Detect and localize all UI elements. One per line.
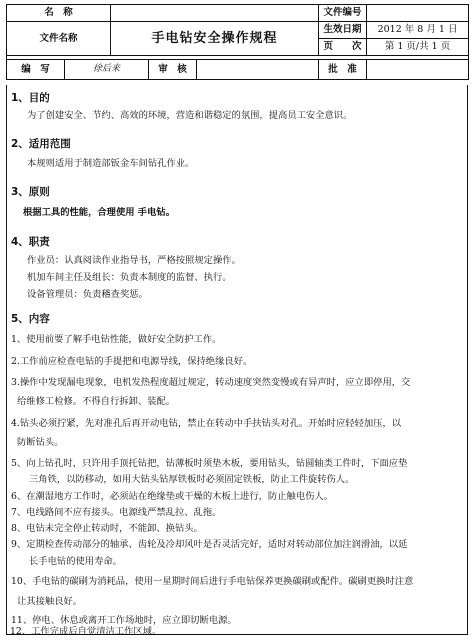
- content-line: 防断钻头。: [17, 437, 64, 448]
- content-line: 三角铁，以防移动，如用大钻头钻厚铁板时必须固定铁板，防止工件旋转伤人。: [29, 474, 355, 485]
- content-line: 9、定期检查传动部分的轴承、齿轮及冷却风叶是否灵活完好，适时对转动部位加注润滑油，以延: [11, 539, 408, 550]
- section-content-title: 5、内容: [11, 313, 50, 325]
- approve-label: 批 准: [319, 60, 367, 80]
- page-label: 页 次: [319, 39, 367, 56]
- content-line: 6、在潮湿地方工作时，必须站在绝缘垫或干燥的木板上进行，防止触电伤人。: [11, 491, 334, 502]
- section-principle-title: 3、原则: [11, 186, 50, 198]
- doc-no-value: [367, 5, 469, 22]
- duties-line: 机加车间主任及组长：负责本制度的监督、执行。: [27, 272, 232, 283]
- principle-line: 根据工具的性能，合理使用 手电钻。: [23, 207, 175, 218]
- content-line: 让其接触良好。: [17, 596, 83, 607]
- purpose-line: 为了创建安全、节约、高效的环境，营造和谐稳定的氛围，提高员工安全意识。: [27, 110, 353, 121]
- effective-date-label: 生效日期: [319, 22, 367, 39]
- document-body: [6, 85, 468, 635]
- content-line: 3.操作中发现漏电现象，电机发热程度超过规定，转动速度突然变慢或有异声时，应立即停用，交: [11, 377, 411, 388]
- content-line: 1、使用前要了解手电钻性能，做好安全防护工作。: [11, 334, 222, 345]
- doc-no-label: 文件编号: [319, 5, 367, 22]
- content-line: 8、电钻未完全停止转动时，不能卸、换钻头。: [11, 523, 203, 534]
- content-line: 5、向上钻孔时，只许用手顶托钻把，钻薄板时须垫木板，要用钻头，钻圆轴类工件时，下面应垫: [11, 458, 408, 469]
- name-value: [111, 5, 319, 22]
- content-line: 10、手电钻的碳刷为消耗品，使用一星期时间后进行手电钻保养更换碳刷或配件。碳刷更换时注意: [11, 576, 414, 587]
- content-line: 长手电钻的使用寿命。: [29, 556, 122, 567]
- author-value: 徐后来: [65, 60, 149, 80]
- author-label: 编 写: [7, 60, 65, 80]
- file-name-label: 文件名称: [7, 22, 111, 56]
- document-title: 手电钻安全操作规程: [111, 22, 319, 56]
- effective-date-value: 2012 年 8 月 1 日: [367, 22, 469, 39]
- content-line: 7、电线路间不应有接头。电源线严禁乱拉、乱拖。: [11, 507, 222, 518]
- page-value: 第 1 页/共 1 页: [367, 39, 469, 56]
- content-line: 11、停电、休息或离开工作场地时，应立即切断电源。: [11, 615, 237, 626]
- section-purpose-title: 1、目的: [11, 92, 50, 104]
- duties-line: 设备管理员：负责稽查奖惩。: [27, 289, 148, 300]
- section-duties-title: 4、职责: [11, 236, 50, 248]
- scope-line: 本规则适用于制造部钣金车间钻孔作业。: [27, 158, 195, 169]
- review-label: 审 核: [149, 60, 197, 80]
- duties-line: 作业员：认真阅读作业指导书，严格按照规定操作。: [27, 255, 241, 266]
- content-line: 给维修工检修。不得自行拆卸、装配。: [17, 396, 176, 407]
- document-header-table: [6, 4, 469, 80]
- content-line: 2.工作前应检查电钻的手提把和电源导线，保持绝缘良好。: [11, 356, 253, 367]
- content-line-last: 12、工作完成后自觉清洁工作区域。: [10, 626, 162, 637]
- content-line: 4.钻头必须拧紧，先对准孔后再开动电钻，禁止在转动中手扶钻头对孔。开始时应轻轻加压，以: [11, 418, 402, 429]
- review-value: [197, 60, 319, 80]
- section-scope-title: 2、适用范围: [11, 138, 71, 150]
- name-label: 名 称: [7, 5, 111, 22]
- approve-value: [367, 60, 469, 80]
